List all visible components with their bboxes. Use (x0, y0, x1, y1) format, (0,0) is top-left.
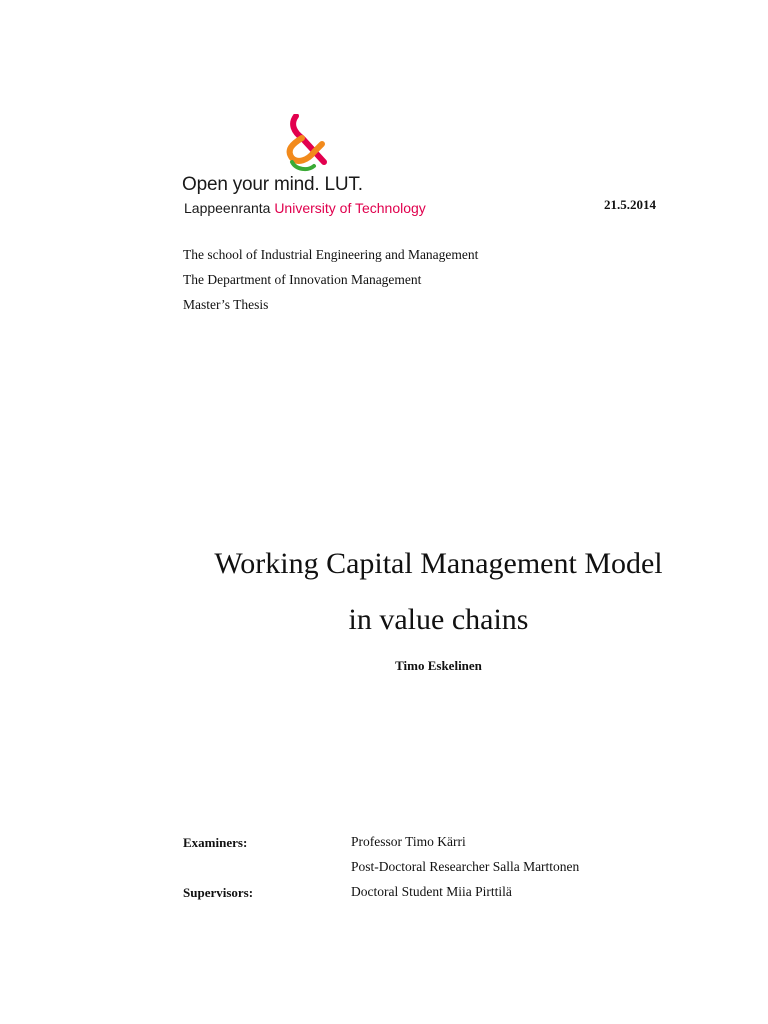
supervisor-name: Doctoral Student Miia Pirttilä (351, 884, 512, 899)
logo-slogan: Open your mind. LUT. (182, 174, 363, 195)
examiner-name: Professor Timo Kärri (351, 834, 466, 849)
school-name: The school of Industrial Engineering and Management (183, 247, 479, 262)
university-suffix: University of Technology (274, 200, 426, 216)
university-name (184, 200, 426, 216)
thesis-date: 21.5.2014 (604, 197, 656, 212)
department-name: The Department of Innovation Management (183, 272, 422, 287)
thesis-author: Timo Eskelinen (395, 658, 482, 673)
university-prefix: Lappeenranta (184, 200, 271, 216)
thesis-title-line-2: in value chains (348, 603, 529, 636)
supervisors-label: Supervisors: (183, 885, 254, 900)
thesis-title-line-1: Working Capital Management Model (214, 547, 663, 580)
examiner-name: Post-Doctoral Researcher Salla Marttonen (351, 859, 580, 874)
lut-ampersand-logo (280, 114, 332, 172)
examiners-label: Examiners: (183, 835, 248, 850)
thesis-type: Master’s Thesis (183, 297, 269, 312)
